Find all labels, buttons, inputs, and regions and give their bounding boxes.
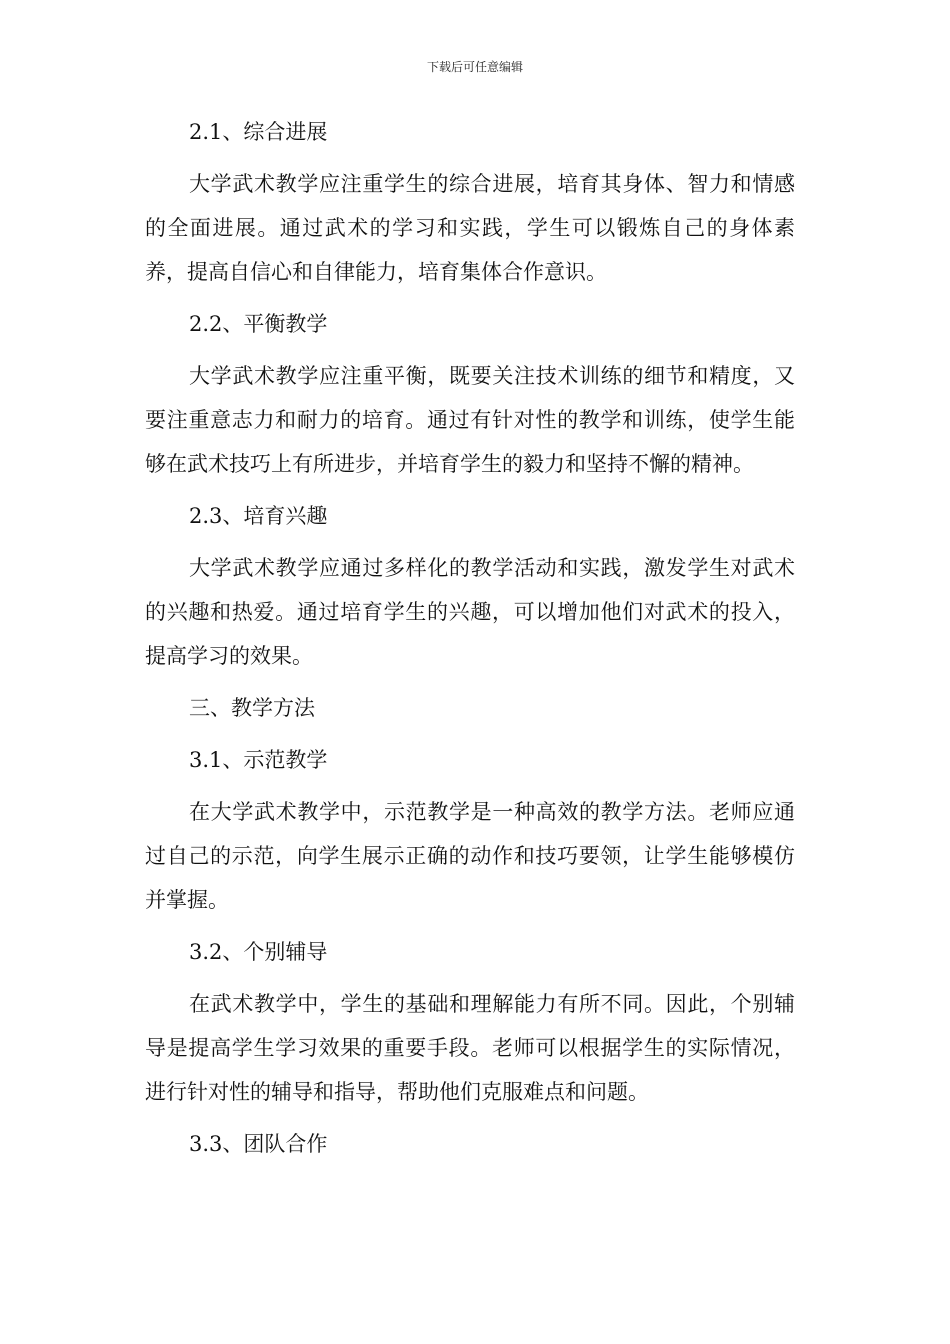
chapter-heading: 三、教学方法 [189,696,315,720]
section-heading: 2.3、培育兴趣 [189,504,328,528]
section-heading: 3.3、团队合作 [189,1132,328,1156]
section-paragraph: 大学武术教学应注重平衡，既要关注技术训练的细节和精度，又要注重意志力和耐力的培育。通过有针对性的教学和训练，使学生能够在武术技巧上有所进步，并培育学生的毅力和坚持不懈的精神。 [145,364,795,476]
section-2-3 [145,494,795,686]
section-paragraph: 在大学武术教学中，示范教学是一种高效的教学方法。老师应通过自己的示范，向学生展示正确的动作和技巧要领，让学生能够模仿并掌握。 [145,800,795,912]
section-3-2 [145,930,795,1122]
document-body [145,110,795,1166]
section-2-1 [145,110,795,302]
section-heading: 3.2、个别辅导 [189,940,328,964]
section-heading: 2.1、综合进展 [189,120,328,144]
section-3-1 [145,738,795,930]
section-3-3 [145,1122,795,1166]
section-2-2 [145,302,795,494]
section-heading: 2.2、平衡教学 [189,312,328,336]
section-paragraph: 大学武术教学应通过多样化的教学活动和实践，激发学生对武术的兴趣和热爱。通过培育学生的兴趣，可以增加他们对武术的投入，提高学习的效果。 [145,556,795,668]
section-3 [145,686,795,738]
section-paragraph: 大学武术教学应注重学生的综合进展，培育其身体、智力和情感的全面进展。通过武术的学习和实践，学生可以锻炼自己的身体素养，提高自信心和自律能力，培育集体合作意识。 [145,172,795,284]
section-heading: 3.1、示范教学 [189,748,328,772]
page-header: 下载后可任意编辑 [426,60,523,74]
section-paragraph: 在武术教学中，学生的基础和理解能力有所不同。因此，个别辅导是提高学生学习效果的重要手段。老师可以根据学生的实际情况，进行针对性的辅导和指导，帮助他们克服难点和问题。 [145,992,795,1104]
